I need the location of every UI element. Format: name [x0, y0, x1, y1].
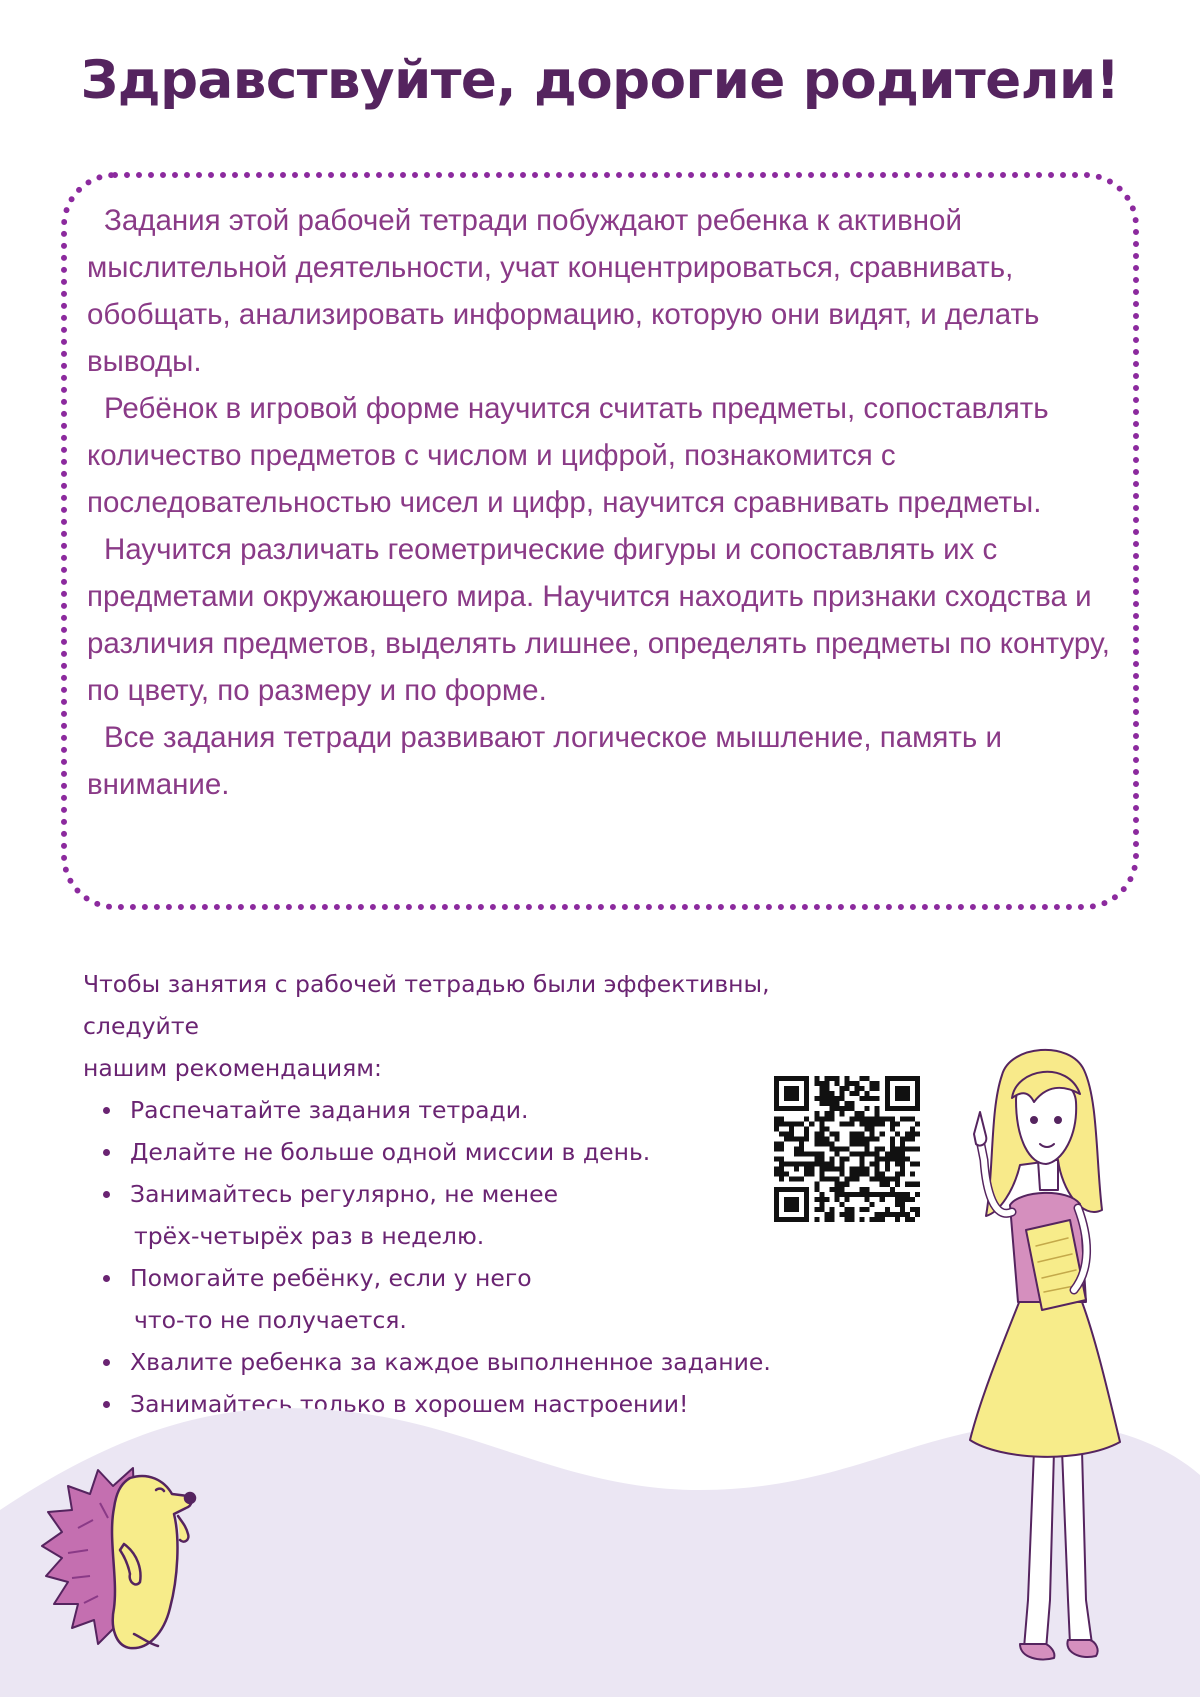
intro-paragraph-3: Научится различать геометрические фигуры и сопоставлять их с предметами окружающего мира. Научится находить признаки сходства и различия предметов, выделять лишнее, определять предметы по контуру, по цвету, по размеру и по форме.: [87, 533, 1110, 707]
intro-box: [61, 172, 1139, 910]
recommendations-intro-line-2: нашим рекомендациям:: [83, 1054, 382, 1082]
list-item: [83, 1257, 803, 1341]
bullet-icon: [103, 1359, 110, 1366]
recommendations-intro-line-1: Чтобы занятия с рабочей тетрадью были эффективны, следуйте: [83, 970, 770, 1040]
bullet-icon: [103, 1191, 110, 1198]
bullet-icon: [103, 1149, 110, 1156]
recommendations-intro: [83, 963, 803, 1089]
intro-paragraph-2: Ребёнок в игровой форме научится считать предметы, сопоставлять количество предметов с числом и цифрой, познакомится с последовательностью чисел и цифр, научится сравнивать предметы.: [87, 392, 1049, 519]
intro-paragraph-1: Задания этой рабочей тетради побуждают ребенка к активной мыслительной деятельности, учат концентрироваться, сравнивать, обобщать, анализировать информацию, которую они видят, и делать выводы.: [87, 204, 1040, 378]
intro-paragraph-4: Все задания тетради развивают логическое мышление, память и внимание.: [87, 721, 1002, 801]
list-item-text: Занимайтесь регулярно, не менее: [130, 1180, 559, 1208]
hedgehog-illustration: [38, 1458, 208, 1658]
list-item: [83, 1341, 803, 1383]
recommendations: [83, 963, 803, 1425]
bullet-icon: [103, 1275, 110, 1282]
list-item-text: Хвалите ребенка за каждое выполненное задание.: [130, 1348, 771, 1376]
list-item-text: Распечатайте задания тетради.: [130, 1096, 529, 1124]
list-item-text: Помогайте ребёнку, если у него: [130, 1264, 532, 1292]
list-item-text: Занимайтесь только в хорошем настроении!: [130, 1390, 689, 1418]
list-item-text-continued: что-то не получается.: [134, 1306, 407, 1334]
recommendations-list: [83, 1089, 803, 1425]
list-item: [83, 1089, 803, 1131]
list-item: [83, 1131, 803, 1173]
qr-code-icon[interactable]: [774, 1076, 920, 1222]
list-item-text-continued: трёх-четырёх раз в неделю.: [134, 1222, 485, 1250]
list-item: [83, 1173, 803, 1257]
page-title: Здравствуйте, дорогие родители!: [80, 50, 1120, 111]
list-item-text: Делайте не больше одной миссии в день.: [130, 1138, 651, 1166]
girl-illustration: [950, 1040, 1130, 1665]
bullet-icon: [103, 1107, 110, 1114]
